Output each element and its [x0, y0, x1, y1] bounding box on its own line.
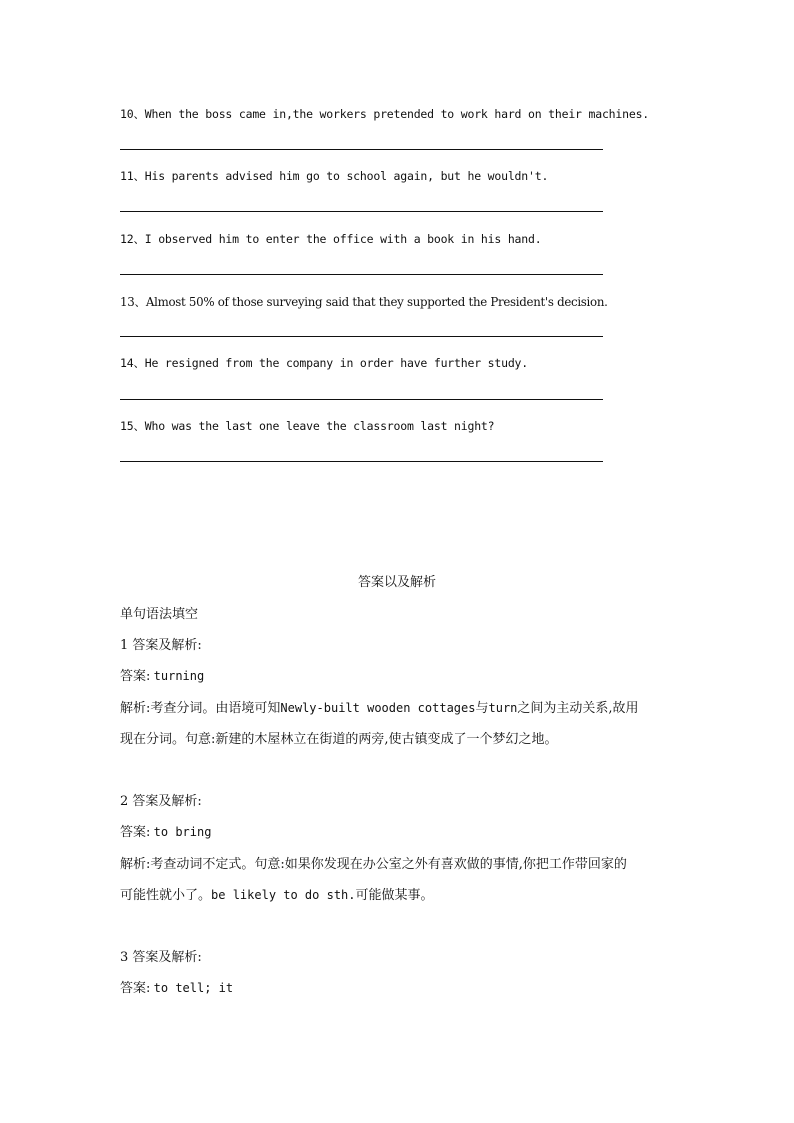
answer-value: to bring	[153, 825, 212, 839]
answer-heading: 1 答案及解析:	[120, 638, 202, 653]
exercise-text: 14、He resigned from the company in order have further study.	[120, 356, 528, 370]
analysis-text: 可能性就小了。	[120, 888, 212, 903]
exercise-text: 10、When the boss came in,the workers pretended to work hard on their machines.	[120, 107, 650, 121]
answer-line	[120, 149, 603, 150]
analysis-text: 与	[475, 701, 489, 716]
answer-value: turning	[153, 669, 205, 683]
analysis-code: Newly-built wooden cottages	[280, 701, 476, 715]
answer-label: 答案:	[120, 981, 151, 996]
answer-line	[120, 461, 603, 462]
answer-line	[120, 399, 603, 400]
analysis-text: 考查分词。由语境可知	[150, 701, 281, 716]
answer-label: 答案:	[120, 669, 151, 684]
answers-title: 答案以及解析	[357, 575, 436, 590]
answer-line	[120, 336, 603, 337]
exercise-text: 15、Who was the last one leave the classroom last night?	[120, 419, 495, 433]
answer-value: to tell; it	[153, 981, 234, 995]
analysis-line-1	[120, 853, 627, 872]
analysis-code: be likely to do sth.	[211, 888, 356, 902]
analysis-label: 解析:	[120, 857, 151, 872]
exercise-text: 12、I observed him to enter the office with a book in his hand.	[120, 232, 542, 246]
analysis-text: 可能做某事。	[355, 888, 434, 903]
exercise-text: 11、His parents advised him go to school again, but he wouldn't.	[120, 169, 549, 183]
analysis-text: 之间为主动关系,故用	[517, 701, 639, 716]
analysis-line-2	[120, 884, 434, 903]
analysis-label: 解析:	[120, 701, 151, 716]
section-title: 单句语法填空	[120, 607, 199, 622]
answer-line	[120, 211, 603, 212]
analysis-code: turn	[488, 701, 518, 715]
analysis-text: 考查动词不定式。句意:如果你发现在办公室之外有喜欢做的事情,你把工作带回家的	[150, 857, 627, 872]
answer-line	[120, 274, 603, 275]
answer-label: 答案:	[120, 825, 151, 840]
answer-line-row	[120, 977, 233, 996]
analysis-line-1	[120, 697, 639, 716]
answer-heading: 3 答案及解析:	[120, 950, 202, 965]
analysis-line-2: 现在分词。句意:新建的木屋林立在街道的两旁,使古镇变成了一个梦幻之地。	[120, 732, 558, 747]
answer-line-row	[120, 821, 211, 840]
exercise-text: 13、Almost 50% of those surveying said that they supported the President's decision.	[120, 295, 608, 309]
answer-line-row	[120, 665, 204, 684]
answer-heading: 2 答案及解析:	[120, 794, 202, 809]
